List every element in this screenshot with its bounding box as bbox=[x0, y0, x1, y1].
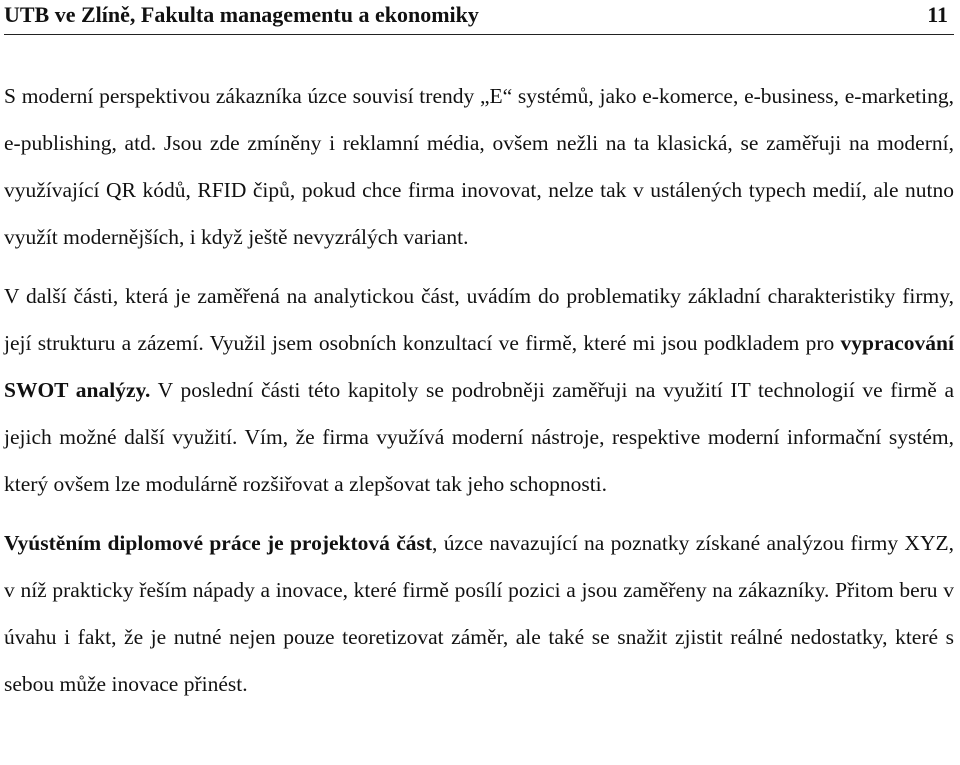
paragraph-analysis bbox=[4, 273, 954, 508]
paragraph-project bbox=[4, 520, 954, 708]
paragraph-text: V další části, která je zaměřená na analytickou část, uvádím do problematiky základní charakteristiky firmy, její strukturu a zázemí. Využil jsem osobních konzultací ve firmě, které mi jsou podkladem pro bbox=[4, 284, 954, 355]
paragraph-intro bbox=[4, 73, 954, 261]
page-number: 11 bbox=[927, 2, 948, 27]
document-body bbox=[4, 73, 954, 708]
paragraph-text: , úzce navazující na poznatky získané analýzou firmy XYZ, v níž prakticky řeším nápady a inovace, které firmě posílí pozici a jsou zaměřeny na zákazníky. Přitom beru v úvahu i fakt, že je nutné nejen pouze teoretizovat záměr, ale také se snažit zjistit reálné nedostatky, které s sebou může inovace přinést. bbox=[4, 531, 954, 696]
paragraph-text: V poslední části této kapitoly se podrobněji zaměřuji na využití IT technologií ve firmě a jejich možné další využití. Vím, že firma využívá moderní nástroje, respektive moderní informační systém, který ovšem lze modulárně rozšiřovat a zlepšovat tak jeho schopnosti. bbox=[4, 378, 954, 496]
header-title: UTB ve Zlíně, Fakulta managementu a ekonomiky bbox=[4, 2, 479, 27]
bold-phrase-project: Vyústěním diplomové práce je projektová část bbox=[4, 531, 433, 555]
page-header bbox=[4, 0, 954, 35]
bold-phrase-swot: vypracování SWOT analýzy. bbox=[4, 331, 954, 402]
paragraph-text: S moderní perspektivou zákazníka úzce souvisí trendy „E“ systémů, jako e-komerce, e-business, e-marketing, e-publishing, atd. Jsou zde zmíněny i reklamní média, ovšem nežli na ta klasická, se zaměřuji na moderní, využívající QR kódů, RFID čipů, pokud chce firma inovovat, nelze tak v ustálených typech medií, ale nutno využít modernějších, i když ještě nevyzrálých variant. bbox=[4, 84, 954, 249]
